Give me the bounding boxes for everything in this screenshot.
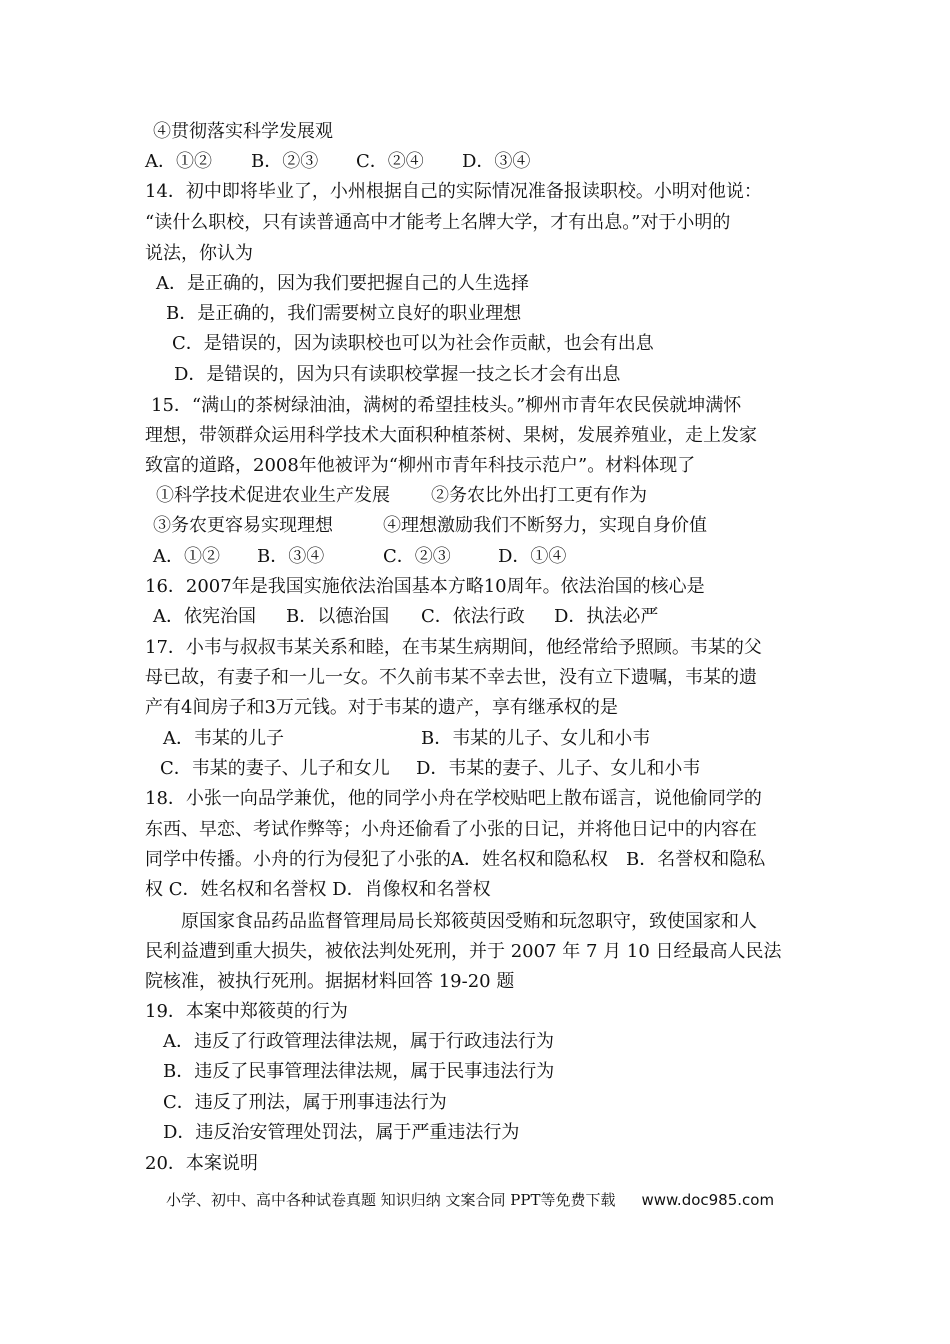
q20-stem: 20．本案说明 <box>145 1153 258 1174</box>
q15-statement-1: ①科学技术促进农业生产发展 <box>156 485 390 506</box>
q15-options <box>153 545 566 569</box>
q14-stem-line-3: 说法，你认为 <box>145 243 253 264</box>
q17-options-row-2 <box>160 757 700 781</box>
q17-options-row-1 <box>163 727 650 751</box>
footer-url[interactable]: www.doc985.com <box>641 1191 775 1209</box>
q13-options <box>145 150 530 174</box>
q19-stem: 19．本案中郑筱萸的行为 <box>145 1001 348 1022</box>
q13-option-c: C．②④ <box>356 151 424 172</box>
q18-stem-line-3: 同学中传播。小舟的行为侵犯了小张的A．姓名权和隐私权 B．名誉权和隐私 <box>145 849 766 870</box>
q18-stem-line-1: 18．小张一向品学兼优，他的同学小舟在学校贴吧上散布谣言，说他偷同学的 <box>145 788 762 809</box>
material-paragraph-line-3: 院核准，被执行死刑。据据材料回答 19-20 题 <box>145 971 515 992</box>
q13-option-a: A．①② <box>145 151 212 172</box>
q14-option-d: D．是错误的，因为只有读职校掌握一技之长才会有出息 <box>174 364 621 385</box>
q19-option-a: A．违反了行政管理法律法规，属于行政违法行为 <box>163 1031 554 1052</box>
q15-stem-line-3: 致富的道路，2008年他被评为“柳州市青年科技示范户”。材料体现了 <box>145 455 696 476</box>
q17-option-a: A．韦某的儿子 <box>163 728 284 749</box>
q17-stem-line-3: 产有4间房子和3万元钱。对于韦某的遗产，享有继承权的是 <box>145 697 618 718</box>
q17-stem-line-2: 母已故，有妻子和一儿一女。不久前韦某不幸去世，没有立下遗嘱，韦某的遗 <box>145 667 757 688</box>
page-footer <box>166 1190 774 1210</box>
q19-option-b: B．违反了民事管理法律法规，属于民事违法行为 <box>163 1061 555 1082</box>
footer-text: 小学、初中、高中各种试卷真题 知识归纳 文案合同 PPT等免费下载 <box>166 1191 616 1209</box>
q15-statement-3: ③务农更容易实现理想 <box>153 515 333 536</box>
q15-statement-2: ②务农比外出打工更有作为 <box>431 485 647 506</box>
q14-stem-line-2: “读什么职校，只有读普通高中才能考上名牌大学，才有出息。”对于小明的 <box>145 212 731 233</box>
q19-option-d: D．违反治安管理处罚法，属于严重违法行为 <box>163 1122 520 1143</box>
q15-stem-line-1: 15．“满山的茶树绿油油，满树的希望挂枝头。”柳州市青年农民侯就坤满怀 <box>151 395 742 416</box>
q16-option-c: C．依法行政 <box>421 606 525 627</box>
q15-option-b: B．③④ <box>257 546 325 567</box>
q16-option-a: A．依宪治国 <box>153 606 256 627</box>
material-paragraph-line-1: 原国家食品药品监督管理局局长郑筱萸因受贿和玩忽职守，致使国家和人 <box>181 911 757 932</box>
material-paragraph-line-2: 民利益遭到重大损失，被依法判处死刑，并于 2007 年 7 月 10 日经最高人民法 <box>145 941 782 962</box>
q15-option-d: D．①④ <box>498 546 567 567</box>
q18-stem-line-4: 权 C．姓名权和名誉权 D．肖像权和名誉权 <box>145 879 491 900</box>
q14-option-a: A．是正确的，因为我们要把握自己的人生选择 <box>156 273 529 294</box>
q14-option-c: C．是错误的，因为读职校也可以为社会作贡献，也会有出息 <box>172 333 654 354</box>
q16-options <box>153 605 658 629</box>
q16-stem: 16．2007年是我国实施依法治国基本方略10周年。依法治国的核心是 <box>145 576 705 597</box>
q15-statement-4: ④理想激励我们不断努力，实现自身价值 <box>383 515 707 536</box>
q15-stem-line-2: 理想，带领群众运用科学技术大面积种植茶树、果树，发展养殖业，走上发家 <box>145 425 757 446</box>
q15-statements-row-1 <box>156 484 647 508</box>
q17-option-d: D．韦某的妻子、儿子、女儿和小韦 <box>416 758 701 779</box>
q13-option-d: D．③④ <box>462 151 531 172</box>
q17-stem-line-1: 17．小韦与叔叔韦某关系和睦，在韦某生病期间，他经常给予照顾。韦某的父 <box>145 637 762 658</box>
q13-option-b: B．②③ <box>251 151 319 172</box>
q18-stem-line-2: 东西、早恋、考试作弊等；小舟还偷看了小张的日记，并将他日记中的内容在 <box>145 819 757 840</box>
q17-option-b: B．韦某的儿子、女儿和小韦 <box>421 728 651 749</box>
q16-option-b: B．以德治国 <box>286 606 390 627</box>
q14-stem-line-1: 14．初中即将毕业了，小州根据自己的实际情况准备报读职校。小明对他说： <box>145 181 762 202</box>
q16-option-d: D．执法必严 <box>554 606 659 627</box>
q19-option-c: C．违反了刑法，属于刑事违法行为 <box>163 1092 447 1113</box>
q13-option-4-text: ④贯彻落实科学发展观 <box>153 121 333 142</box>
q15-statements-row-2 <box>153 514 707 538</box>
q17-option-c: C．韦某的妻子、儿子和女儿 <box>160 758 390 779</box>
q14-option-b: B．是正确的，我们需要树立良好的职业理想 <box>166 303 522 324</box>
q15-option-a: A．①② <box>153 546 220 567</box>
q15-option-c: C．②③ <box>383 546 451 567</box>
